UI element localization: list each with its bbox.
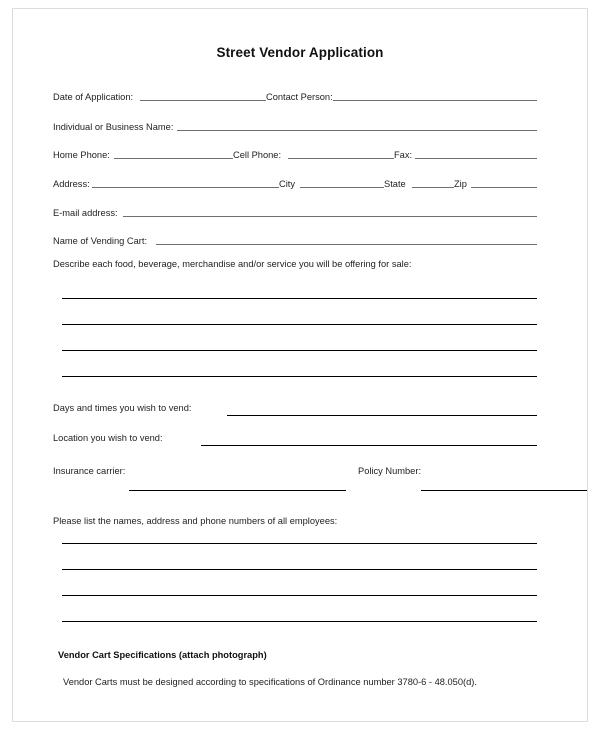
input-date-of-application[interactable] (140, 100, 266, 101)
input-zip[interactable] (471, 187, 537, 188)
input-fax[interactable] (415, 158, 537, 159)
label-state: State (384, 179, 406, 189)
row-email (13, 203, 587, 219)
describe-line-1[interactable] (62, 298, 537, 299)
employees-line-1[interactable] (62, 543, 537, 544)
document-body (13, 9, 587, 721)
employees-line-2[interactable] (62, 569, 537, 570)
input-insurance-carrier[interactable] (129, 490, 346, 491)
label-policy-number: Policy Number: (358, 466, 422, 476)
label-name-of-vending-cart: Name of Vending Cart: (53, 236, 148, 246)
page-title: Street Vendor Application (216, 45, 384, 60)
label-date-of-application: Date of Application: (53, 92, 134, 102)
input-policy-number[interactable] (421, 490, 587, 491)
label-location: Location you wish to vend: (53, 433, 163, 443)
row-vending-cart-name (13, 231, 587, 247)
footer-heading: Vendor Cart Specifications (attach photograph) (58, 650, 267, 660)
prompt-describe-offerings: Describe each food, beverage, merchandise and/or service you will be offering for sale: (53, 259, 412, 269)
label-home-phone: Home Phone: (53, 150, 110, 160)
label-individual-or-business-name: Individual or Business Name: (53, 122, 174, 132)
label-insurance-carrier: Insurance carrier: (53, 466, 126, 476)
label-address: Address: (53, 179, 90, 189)
label-contact-person: Contact Person: (266, 92, 333, 102)
employees-line-3[interactable] (62, 595, 537, 596)
input-individual-or-business-name[interactable] (177, 130, 537, 131)
input-state[interactable] (412, 187, 454, 188)
row-address (13, 174, 587, 190)
input-city[interactable] (300, 187, 384, 188)
input-contact-person[interactable] (333, 100, 537, 101)
label-email-address: E-mail address: (53, 208, 118, 218)
row-business-name (13, 117, 587, 133)
label-cell-phone: Cell Phone: (233, 150, 282, 160)
row-date-contact (13, 87, 587, 103)
input-name-of-vending-cart[interactable] (156, 244, 537, 245)
describe-line-4[interactable] (62, 376, 537, 377)
input-home-phone[interactable] (114, 158, 233, 159)
prompt-employees: Please list the names, address and phone numbers of all employees: (53, 516, 338, 526)
input-location[interactable] (201, 445, 537, 446)
label-days-and-times: Days and times you wish to vend: (53, 403, 192, 413)
row-phones (13, 145, 587, 161)
document-page (12, 8, 588, 722)
input-cell-phone[interactable] (288, 158, 394, 159)
label-zip: Zip (454, 179, 467, 189)
input-email-address[interactable] (123, 216, 537, 217)
describe-line-2[interactable] (62, 324, 537, 325)
describe-line-3[interactable] (62, 350, 537, 351)
input-days-and-times[interactable] (227, 415, 537, 416)
label-city: City (279, 179, 296, 189)
employees-line-4[interactable] (62, 621, 537, 622)
label-fax: Fax: (394, 150, 413, 160)
input-address[interactable] (92, 187, 279, 188)
footer-body: Vendor Carts must be designed according to specifications of Ordinance number 3780-6 - 48.050(d). (63, 677, 477, 687)
